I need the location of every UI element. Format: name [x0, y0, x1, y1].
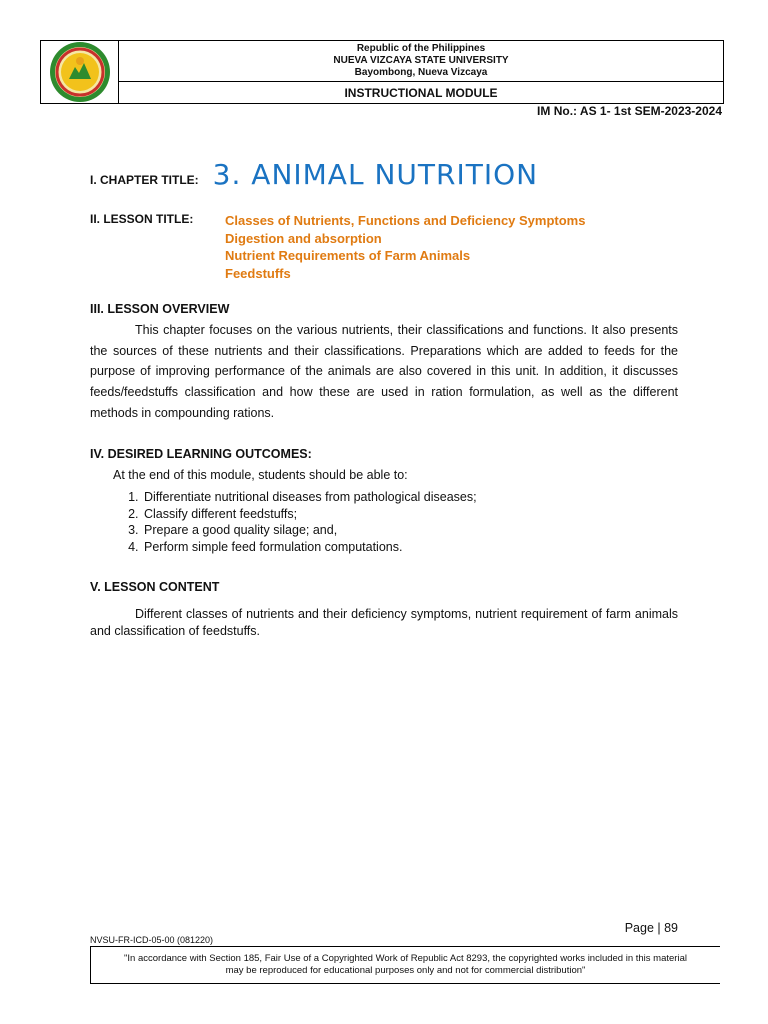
university-name: NUEVA VIZCAYA STATE UNIVERSITY	[333, 55, 509, 66]
fair-use-line: may be reproduced for educational purposes only and not for commercial distribution"	[225, 965, 586, 976]
outcomes-heading: IV. DESIRED LEARNING OUTCOMES:	[90, 447, 312, 461]
institution-block	[119, 41, 723, 82]
outcomes-intro: At the end of this module, students should be able to:	[113, 468, 408, 482]
content-heading: V. LESSON CONTENT	[90, 580, 220, 594]
lesson-title-row	[90, 212, 585, 282]
outcome-item: 2. Classify different feedstuffs;	[142, 506, 477, 523]
header-info	[119, 41, 723, 103]
university-seal-icon	[49, 41, 111, 103]
module-type: INSTRUCTIONAL MODULE	[344, 85, 498, 100]
lesson-title-item: Nutrient Requirements of Farm Animals	[225, 248, 471, 263]
overview-text: This chapter focuses on the various nutrients, their classifications and functions. It also presents the sources of these nutrients and their classifications. Preparations which are added to feeds for the purpose of improving performance of the animals are also covered in this unit. In addition, it discusses feeds/feedstuffs classification and how these are used in ration formulation, as well as the different methods in compounding rations.	[90, 323, 678, 420]
chapter-title-row	[90, 158, 538, 191]
seal-cell	[41, 41, 119, 103]
lesson-title-item: Feedstuffs	[225, 265, 291, 281]
outcome-item: 4. Perform simple feed formulation computations.	[142, 539, 477, 556]
lesson-title-item: Digestion and absorption	[225, 230, 382, 246]
outcome-item: 3. Prepare a good quality silage; and,	[142, 522, 477, 539]
republic-line: Republic of the Philippines	[356, 43, 486, 54]
fair-use-notice	[90, 946, 720, 984]
fair-use-line: "In accordance with Section 185, Fair Use of a Copyrighted Work of Republic Act 8293, the copyrighted works included in this material	[124, 952, 687, 964]
chapter-title-label: I. CHAPTER TITLE:	[90, 173, 199, 187]
lesson-titles	[225, 212, 585, 282]
lesson-title-label: II. LESSON TITLE:	[90, 212, 194, 226]
lesson-title-item: Classes of Nutrients, Functions and Deficiency Symptoms	[225, 213, 586, 228]
university-address: Bayombong, Nueva Vizcaya	[354, 67, 488, 78]
page-number: Page | 89	[624, 921, 678, 935]
im-number: IM No.: AS 1- 1st SEM-2023-2024	[537, 104, 722, 118]
overview-heading: III. LESSON OVERVIEW	[90, 302, 230, 316]
document-header	[40, 40, 724, 104]
content-text: Different classes of nutrients and their deficiency symptoms, nutrient requirement of farm animals and classification of feedstuffs.	[90, 607, 678, 638]
outcome-item: 1. Differentiate nutritional diseases from pathological diseases;	[142, 489, 477, 506]
outcomes-list	[120, 489, 477, 555]
chapter-title: 3. ANIMAL NUTRITION	[212, 158, 539, 191]
form-code: NVSU-FR-ICD-05-00 (081220)	[90, 935, 214, 945]
